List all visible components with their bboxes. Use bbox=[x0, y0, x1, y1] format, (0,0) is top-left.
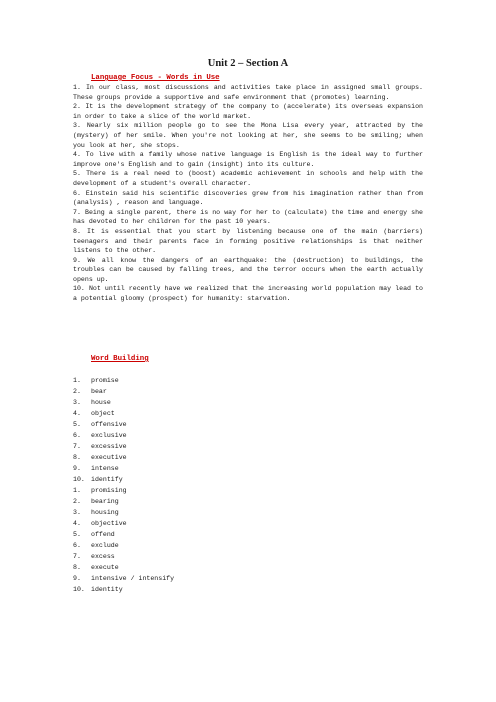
word-text: bearing bbox=[91, 498, 119, 505]
word-text: intense bbox=[91, 465, 119, 472]
word-number: 5. bbox=[73, 421, 81, 428]
sentence-text: In our class, most discussions and activities take place in assigned small groups. These groups provide a supportive and safe environment that (promotes) learning. bbox=[73, 84, 423, 101]
word-text: object bbox=[91, 410, 115, 417]
sentence-number: 9. bbox=[73, 256, 81, 264]
word-number: 1. bbox=[73, 377, 81, 384]
word-number: 8. bbox=[73, 454, 81, 461]
word-number: 3. bbox=[73, 399, 81, 406]
sentence-text: Einstein said his scientific discoveries grew from his imagination rather than from (analysis) , reason and language. bbox=[73, 189, 423, 207]
sentence-item bbox=[73, 284, 423, 303]
word-text: promising bbox=[91, 487, 127, 494]
word-item bbox=[73, 584, 273, 595]
word-text: offensive bbox=[91, 421, 127, 428]
word-item bbox=[73, 419, 273, 430]
word-item bbox=[73, 518, 273, 529]
language-focus-heading: Language Focus - Words in Use bbox=[91, 74, 220, 82]
word-item bbox=[73, 397, 273, 408]
word-item bbox=[73, 441, 273, 452]
word-item bbox=[73, 485, 273, 496]
word-item bbox=[73, 540, 273, 551]
sentence-item bbox=[73, 150, 423, 169]
sentence-text: Nearly six million people go to see the Mona Lisa every year, attracted by the (mystery) of her smile. When you're not looking at her, she seems to be smiling; when you look at her, she stops. bbox=[73, 122, 423, 149]
word-item bbox=[73, 573, 273, 584]
word-item bbox=[73, 551, 273, 562]
word-text: identity bbox=[91, 586, 123, 593]
word-item bbox=[73, 430, 273, 441]
word-item bbox=[73, 507, 273, 518]
word-building-list bbox=[73, 375, 273, 595]
sentence-text: There is a real need to (boost) academic achievement in schools and help with the development of a student's overall character. bbox=[73, 170, 423, 187]
sentence-item bbox=[73, 121, 423, 150]
language-focus-list bbox=[73, 83, 423, 304]
word-text: intensive / intensify bbox=[91, 575, 175, 582]
word-text: excess bbox=[91, 553, 115, 560]
word-text: exclusive bbox=[91, 432, 127, 439]
word-item bbox=[73, 529, 273, 540]
word-number: 8. bbox=[73, 564, 81, 571]
sentence-number: 1. bbox=[73, 84, 81, 91]
sentence-text: It is the development strategy of the company to (accelerate) its overseas expansion in order to take a slice of the world market. bbox=[73, 103, 423, 120]
word-item bbox=[73, 375, 273, 386]
word-text: housing bbox=[91, 509, 119, 516]
word-number: 10. bbox=[73, 476, 85, 483]
sentence-number: 6. bbox=[73, 189, 81, 197]
sentence-text: Not until recently have we realized that the increasing world population may lead to a potential gloomy (prospect) for humanity: starvation. bbox=[73, 285, 423, 303]
word-text: identify bbox=[91, 476, 123, 483]
word-text: objective bbox=[91, 520, 127, 527]
sentence-item bbox=[73, 83, 423, 102]
word-number: 9. bbox=[73, 575, 81, 582]
word-text: promise bbox=[91, 377, 119, 384]
word-text: offend bbox=[91, 531, 115, 538]
sentence-item bbox=[73, 227, 423, 256]
sentence-number: 3. bbox=[73, 122, 81, 130]
sentence-item bbox=[73, 208, 423, 227]
sentence-item bbox=[73, 102, 423, 121]
sentence-item bbox=[73, 256, 423, 285]
word-number: 2. bbox=[73, 498, 81, 505]
sentence-item bbox=[73, 169, 423, 188]
word-item bbox=[73, 496, 273, 507]
sentence-text: We all know the dangers of an earthquake: the (destruction) to buildings, the troubles can be caused by falling trees, and the terror occurs when the earth actually opens up. bbox=[73, 256, 423, 283]
sentence-number: 5. bbox=[73, 170, 81, 178]
word-number: 6. bbox=[73, 432, 81, 439]
word-number: 10. bbox=[73, 586, 85, 593]
word-number: 4. bbox=[73, 520, 81, 527]
page-title: Unit 2 – Section A bbox=[207, 58, 289, 69]
word-number: 4. bbox=[73, 410, 81, 417]
word-text: excessive bbox=[91, 443, 127, 450]
sentence-number: 4. bbox=[73, 151, 81, 159]
sentence-text: To live with a family whose native language is English is the ideal way to further improve one's English and to gain (insight) into its culture. bbox=[73, 151, 423, 168]
sentence-text: It is essential that you start by listening because one of the main (barriers) teenagers and their parents face in forming positive relationships is that neither listens to the other. bbox=[73, 227, 423, 255]
word-number: 1. bbox=[73, 487, 81, 494]
word-number: 2. bbox=[73, 388, 81, 395]
sentence-number: 7. bbox=[73, 208, 81, 216]
word-text: execute bbox=[91, 564, 119, 571]
word-number: 9. bbox=[73, 465, 81, 472]
word-number: 3. bbox=[73, 509, 81, 516]
word-number: 7. bbox=[73, 553, 81, 560]
word-number: 7. bbox=[73, 443, 81, 450]
word-item bbox=[73, 408, 273, 419]
word-item bbox=[73, 452, 273, 463]
sentence-text: Being a single parent, there is no way for her to (calculate) the time and energy she has devoted to her children for the past 10 years. bbox=[73, 208, 423, 226]
word-text: exclude bbox=[91, 542, 119, 549]
word-number: 5. bbox=[73, 531, 81, 538]
sentence-number: 2. bbox=[73, 103, 81, 111]
word-text: house bbox=[91, 399, 111, 406]
word-item bbox=[73, 474, 273, 485]
word-item bbox=[73, 386, 273, 397]
word-building-heading: Word Building bbox=[91, 355, 149, 363]
word-text: bear bbox=[91, 388, 107, 395]
sentence-number: 10. bbox=[73, 285, 85, 293]
sentence-item bbox=[73, 189, 423, 208]
sentence-number: 8. bbox=[73, 227, 81, 235]
word-item bbox=[73, 463, 273, 474]
word-text: executive bbox=[91, 454, 127, 461]
word-item bbox=[73, 562, 273, 573]
word-number: 6. bbox=[73, 542, 81, 549]
